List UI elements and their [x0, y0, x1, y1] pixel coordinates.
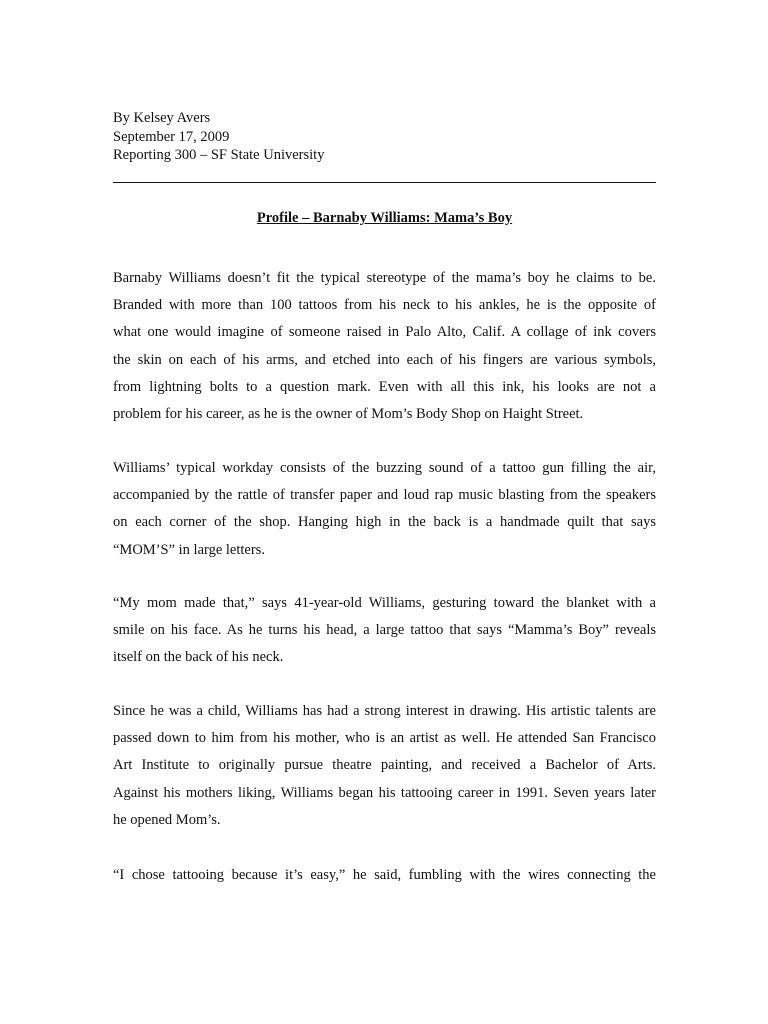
paragraph-line: itself on the back of his neck. — [113, 649, 284, 666]
paragraph-2 — [113, 455, 656, 564]
paragraph-1 — [113, 265, 656, 428]
paragraph-line: what one would imagine of someone raised in Palo Alto, Calif. A collage of ink covers — [113, 324, 656, 341]
paragraph-3 — [113, 590, 656, 672]
byline-block — [113, 109, 324, 165]
paragraph-line: on each corner of the shop. Hanging high in the back is a handmade quilt that says — [113, 514, 656, 531]
date-line: September 17, 2009 — [113, 128, 230, 145]
paragraph-line: he opened Mom’s. — [113, 811, 221, 828]
paragraph-line: Since he was a child, Williams has had a strong interest in drawing. His artistic talents are — [113, 703, 656, 719]
paragraph-line: accompanied by the rattle of transfer paper and loud rap music blasting from the speakers — [113, 487, 656, 504]
paragraph-line: the skin on each of his arms, and etched into each of his fingers are various symbols, — [113, 351, 656, 368]
paragraph-line: Art Institute to originally pursue theatre painting, and received a Bachelor of Arts. — [113, 757, 656, 774]
paragraph-line: from lightning bolts to a question mark. Even with all this ink, his looks are not a — [113, 378, 656, 395]
paragraph-line: “My mom made that,” says 41-year-old Williams, gesturing toward the blanket with a — [113, 595, 656, 611]
paragraph-line: Williams’ typical workday consists of the buzzing sound of a tattoo gun filling the air, — [113, 460, 656, 476]
paragraph-line: Against his mothers liking, Williams began his tattooing career in 1991. Seven years later — [113, 784, 656, 801]
paragraph-4 — [113, 698, 656, 834]
paragraph-line: Barnaby Williams doesn’t fit the typical stereotype of the mama’s boy he claims to be. — [113, 270, 656, 286]
paragraph-line: Branded with more than 100 tattoos from his neck to his ankles, he is the opposite of — [113, 297, 656, 314]
paragraph-line: smile on his face. As he turns his head, a large tattoo that says “Mamma’s Boy” reveals — [113, 622, 656, 639]
paragraph-line: “MOM’S” in large letters. — [113, 541, 265, 558]
author-line: By Kelsey Avers — [113, 110, 211, 126]
article-title: Profile – Barnaby Williams: Mama’s Boy — [256, 210, 513, 226]
paragraph-line: “I chose tattooing because it’s easy,” he said, fumbling with the wires connecting the — [113, 867, 656, 883]
paragraph-line: problem for his career, as he is the owner of Mom’s Body Shop on Haight Street. — [113, 405, 584, 422]
horizontal-rule — [113, 182, 656, 183]
course-line: Reporting 300 – SF State University — [113, 147, 325, 163]
paragraph-line: passed down to him from his mother, who is an artist as well. He attended San Francisco — [113, 730, 656, 747]
paragraph-5 — [113, 862, 656, 889]
